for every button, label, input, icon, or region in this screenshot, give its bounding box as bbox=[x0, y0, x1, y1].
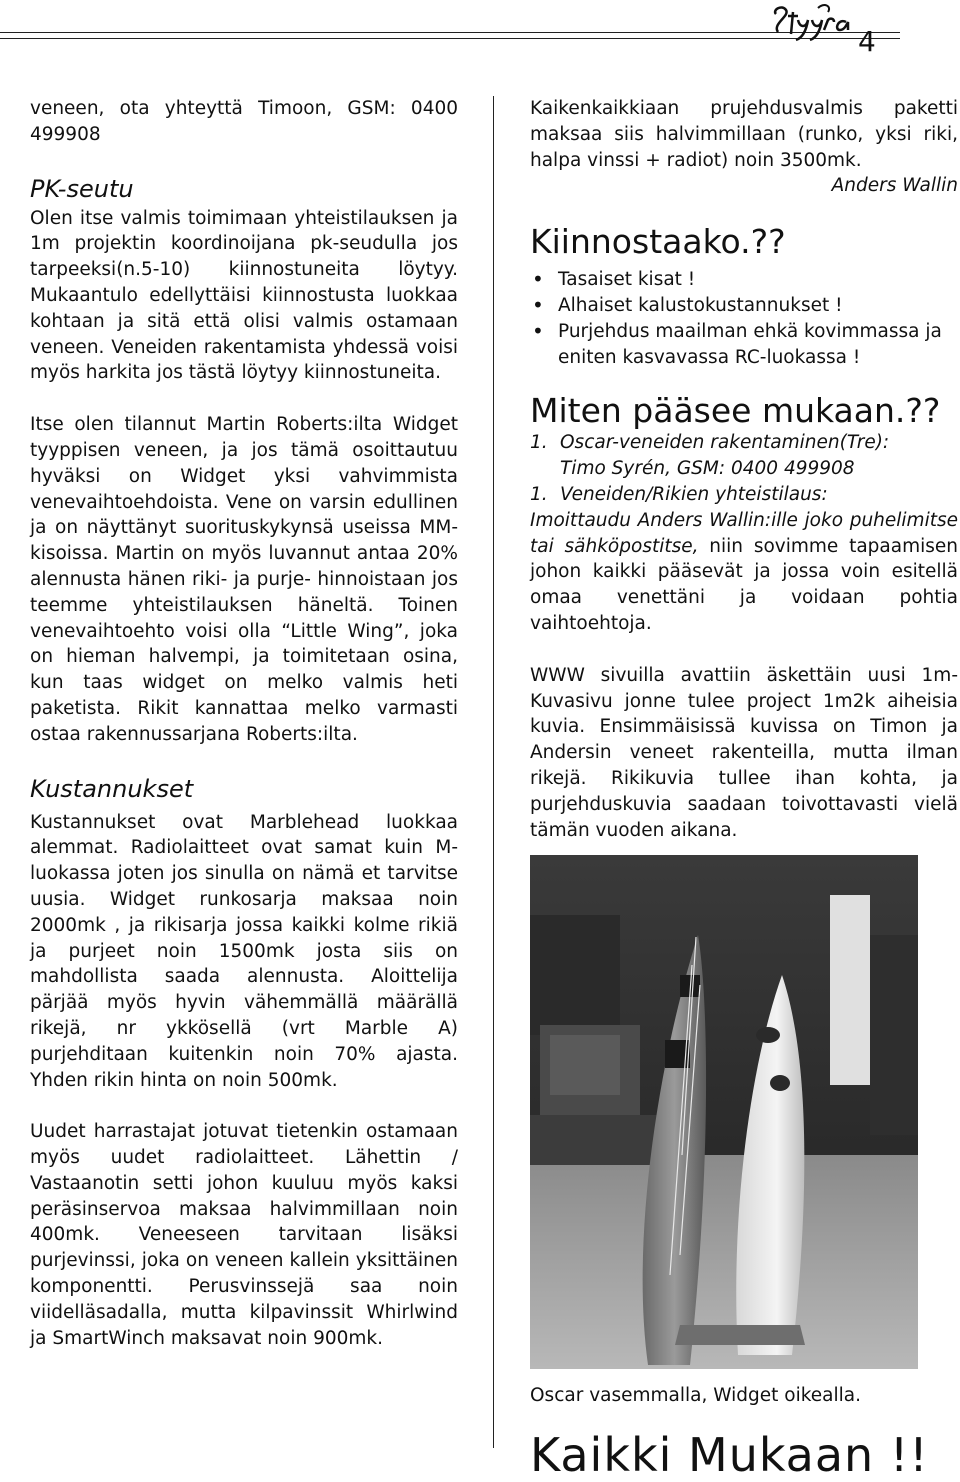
header-rule-bottom bbox=[0, 38, 900, 39]
heading-kustannukset: Kustannukset bbox=[30, 774, 194, 803]
bullet-list bbox=[530, 267, 958, 370]
boats-photo bbox=[530, 855, 918, 1369]
bullet-item: • Purjehdus maailman ehkä kovimmassa ja eniten kasvavassa RC-luokassa ! bbox=[558, 319, 958, 371]
paragraph-radiolaitteet: Uudet harrastajat jotuvat tietenkin ostamaan myös uudet radiolaitteet. Lähettin / Vastaanotin setti johon kuuluu myös kaksi peräsinservoa maksaa halvimmillaan noin 400mk. Veneeseen tarvitaan lisäksi purjevinssi, joka on veneen kallein yksittäinen komponentti. Perusvinssejä saa noin viidelläsadalla, mutta kilpavinssit Whirlwind ja SmartWinch maksavat noin 900mk. bbox=[30, 1121, 458, 1349]
step-2-rest: niin sovimme tapaamisen johon kaikki pääsevät ja jossa voin esitellä omaa venettäni ja voidaan pohtia vaihtoehtoja. bbox=[530, 535, 959, 634]
paragraph-www: WWW sivuilla avattiin äskettäin uusi 1m-Kuvasivu jonne tulee project 1m2k aiheisia kuvia. Ensimmäisissä kuvissa on Timon ja Andersin veneet rakenteilla, mutta ilman rikejä. Rikikuvia tullee ihan kohta, ja purjehduskuvia saadaan toivottavasti vielä tämän vuoden aikana. bbox=[530, 664, 958, 841]
photo-caption: Oscar vasemmalla, Widget oikealla. bbox=[530, 1385, 862, 1407]
step-1-number: 1. bbox=[530, 432, 548, 454]
step-2 bbox=[530, 482, 958, 508]
paragraph-widget: Itse olen tilannut Martin Roberts:ilta Widget tyyppisen veneen, ja jos tämä osoittautuu hyväksi on Widget yksi vahvimmista venevaihtoehdoista. Vene on varsin edullinen ja on näyttänyt suorituskykynsä useissa MM-kisoissa. Martin on myös luvannut antaa 20% alennusta hänen riki- ja purje- hinnoistaan jos teemme yhteistilauksen häneltä. Toinen venevaihtoehto voisi olla “Little Wing”, joka on hieman halvempi, ja toimitetaan osina, kun taas widget on melko valmis heti paketista. Rikit kannattaa melko varmasti ostaa rakennussarjana Roberts:ilta. bbox=[30, 414, 458, 745]
left-column bbox=[30, 96, 458, 1351]
boats-photo-image bbox=[530, 855, 918, 1369]
styyra-logo bbox=[768, 2, 858, 42]
step-2-number: 1. bbox=[530, 483, 548, 505]
heading-pk-seutu: PK-seutu bbox=[30, 174, 134, 203]
heading-kiinnostaako: Kiinnostaako.?? bbox=[530, 222, 786, 262]
steps-block bbox=[530, 430, 958, 636]
step-2-italic: Imoittaudu Anders Wallin:ille joko puhelimitse tai sähköpostitse, bbox=[530, 509, 958, 557]
right-column bbox=[530, 96, 958, 1481]
header-rule-top bbox=[0, 32, 900, 33]
signature: Anders Wallin bbox=[831, 175, 958, 197]
heading-miten-paasee: Miten pääsee mukaan.?? bbox=[530, 391, 941, 431]
step-1-text: Oscar-veneiden rakentaminen(Tre): bbox=[560, 432, 890, 454]
closing-slogan: Kaikki Mukaan !! bbox=[530, 1428, 929, 1482]
page-number: 4 bbox=[858, 25, 876, 58]
paragraph-contact-timo: veneen, ota yhteyttä Timoon, GSM: 0400 499908 bbox=[30, 98, 458, 145]
paragraph-kustannukset: Kustannukset ovat Marblehead luokkaa alemmat. Radiolaitteet ovat samat kuin M-luokassa joten jos sinulla on nämä et tarvitse uusia. Widget runkosarja maksaa noin 2000mk , ja rikisarja jossa kaikki kolme rikiä ja purjeet noin 1500mk josta siis on mahdollista saada alennusta. Aloittelija pärjää myös hyvin vähemmällä määrällä rikejä, nr ykkösellä (vrt Marble A) purjehditaan kuitenkin noin 70% ajasta. Yhden rikin hinta on noin 500mk. bbox=[30, 811, 458, 1091]
step-2-text: Veneiden/Rikien yhteistilaus: bbox=[560, 483, 828, 505]
paragraph-pk-seutu: Olen itse valmis toimimaan yhteistilauksen ja 1m projektin koordinoijana pk-seudulla jos tarpeeksi(n.5-10) kiinnostuneita löytyy. Mukaantulo edellyttäisi kiinnostusta luokkaa kohtaan ja sitä että olisi valmis ostamaan veneen. Veneiden rakentamista yhdessä voisi myös harkita jos tästä löytyy kiinnostuneita. bbox=[30, 207, 458, 384]
step-2-body bbox=[530, 508, 958, 637]
bullet-item: • Tasaiset kisat ! bbox=[558, 267, 958, 293]
column-divider bbox=[493, 96, 494, 1448]
step-1-contact: Timo Syrén, GSM: 0400 499908 bbox=[560, 458, 855, 480]
step-1 bbox=[530, 430, 958, 456]
bullet-item: • Alhaiset kalustokustannukset ! bbox=[558, 293, 958, 319]
paragraph-paketti: Kaikenkaikkiaan prujehdusvalmis paketti maksaa siis halvimmillaan (runko, yksi riki, halpa vinssi + radiot) noin 3500mk. bbox=[530, 98, 958, 171]
